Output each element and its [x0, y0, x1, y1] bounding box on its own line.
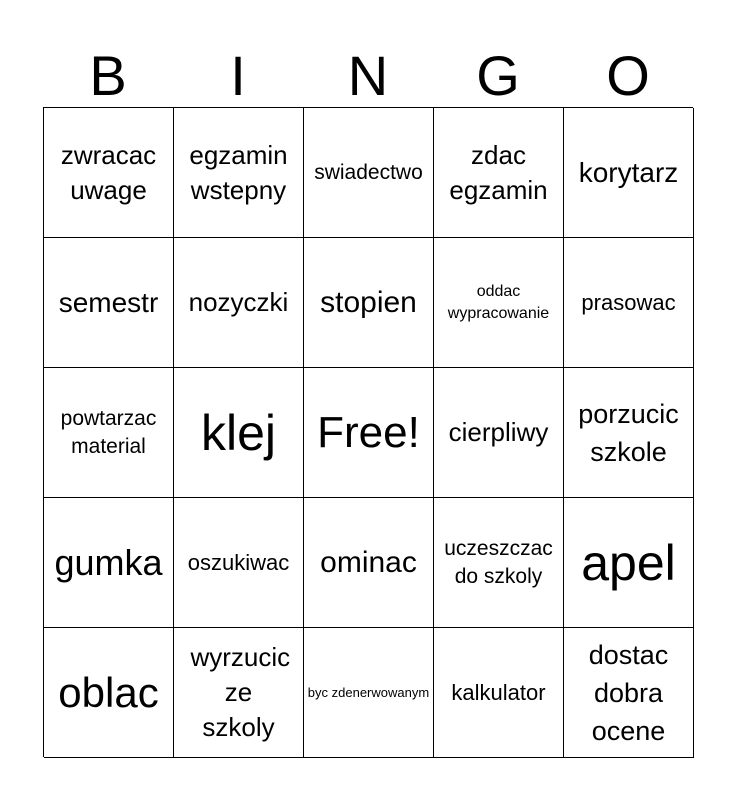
- cell-label: Free!: [317, 407, 420, 457]
- cell-label: ominac: [320, 545, 417, 579]
- bingo-cell-r3-c1[interactable]: [44, 368, 174, 498]
- bingo-cell-r4-c3[interactable]: [304, 498, 434, 628]
- cell-label: wyrzucic ze szkoly: [190, 642, 291, 742]
- cell-label: swiadectwo: [314, 160, 423, 184]
- bingo-board: [43, 107, 693, 757]
- cell-label: semestr: [58, 286, 159, 318]
- cell-label: zdac egzamin: [449, 139, 548, 205]
- bingo-cell-r1-c1[interactable]: [44, 108, 174, 238]
- cell-label: oszukiwac: [187, 550, 290, 575]
- cell-label: gumka: [54, 541, 163, 583]
- bingo-cell-r3-c2[interactable]: [174, 368, 304, 498]
- bingo-cell-r5-c2[interactable]: [174, 628, 304, 758]
- bingo-cell-r4-c1[interactable]: [44, 498, 174, 628]
- header-letter-g: G: [476, 44, 520, 107]
- bingo-cell-r1-c2[interactable]: [174, 108, 304, 238]
- header-letter-b: B: [89, 44, 127, 107]
- bingo-cell-r2-c2[interactable]: [174, 238, 304, 368]
- cell-label: stopien: [320, 285, 417, 319]
- bingo-cell-r4-c4[interactable]: [434, 498, 564, 628]
- header-letter-i: I: [230, 44, 246, 107]
- cell-label: oddac wypracowanie: [447, 282, 550, 322]
- bingo-cell-r3-c4[interactable]: [434, 368, 564, 498]
- cell-label: uczeszczac do szkoly: [444, 536, 553, 588]
- bingo-cell-r5-c3[interactable]: [304, 628, 434, 758]
- cell-label: korytarz: [578, 156, 679, 188]
- cell-label: dostac dobra ocene: [588, 639, 669, 746]
- bingo-cell-r5-c4[interactable]: [434, 628, 564, 758]
- cell-label: nozyczki: [188, 287, 289, 317]
- cell-label: prasowac: [581, 290, 676, 315]
- bingo-cell-r5-c1[interactable]: [44, 628, 174, 758]
- cell-label: byc zdenerwowanym: [307, 684, 430, 700]
- bingo-cell-r1-c4[interactable]: [434, 108, 564, 238]
- bingo-header: [43, 44, 693, 108]
- bingo-cell-r2-c3[interactable]: [304, 238, 434, 368]
- bingo-cell-r2-c5[interactable]: [564, 238, 694, 368]
- cell-label: porzucic szkole: [578, 398, 679, 467]
- bingo-cell-r4-c2[interactable]: [174, 498, 304, 628]
- bingo-cell-r1-c5[interactable]: [564, 108, 694, 238]
- cell-label: zwracac uwage: [60, 139, 157, 205]
- cell-label: egzamin wstepny: [189, 139, 288, 205]
- bingo-cell-r5-c5[interactable]: [564, 628, 694, 758]
- bingo-cell-r2-c1[interactable]: [44, 238, 174, 368]
- cell-label: apel: [581, 534, 676, 591]
- cell-label: kalkulator: [451, 680, 546, 705]
- bingo-cell-r3-c5[interactable]: [564, 368, 694, 498]
- cell-label: oblac: [58, 668, 159, 716]
- bingo-cell-r4-c5[interactable]: [564, 498, 694, 628]
- header-letter-n: N: [347, 44, 389, 107]
- cell-label: cierpliwy: [448, 417, 549, 447]
- bingo-cell-r1-c3[interactable]: [304, 108, 434, 238]
- cell-label: powtarzac material: [60, 406, 157, 458]
- cell-label: klej: [200, 404, 277, 461]
- bingo-cell-r2-c4[interactable]: [434, 238, 564, 368]
- header-letter-o: O: [606, 44, 650, 107]
- bingo-cell-r3-c3[interactable]: [304, 368, 434, 498]
